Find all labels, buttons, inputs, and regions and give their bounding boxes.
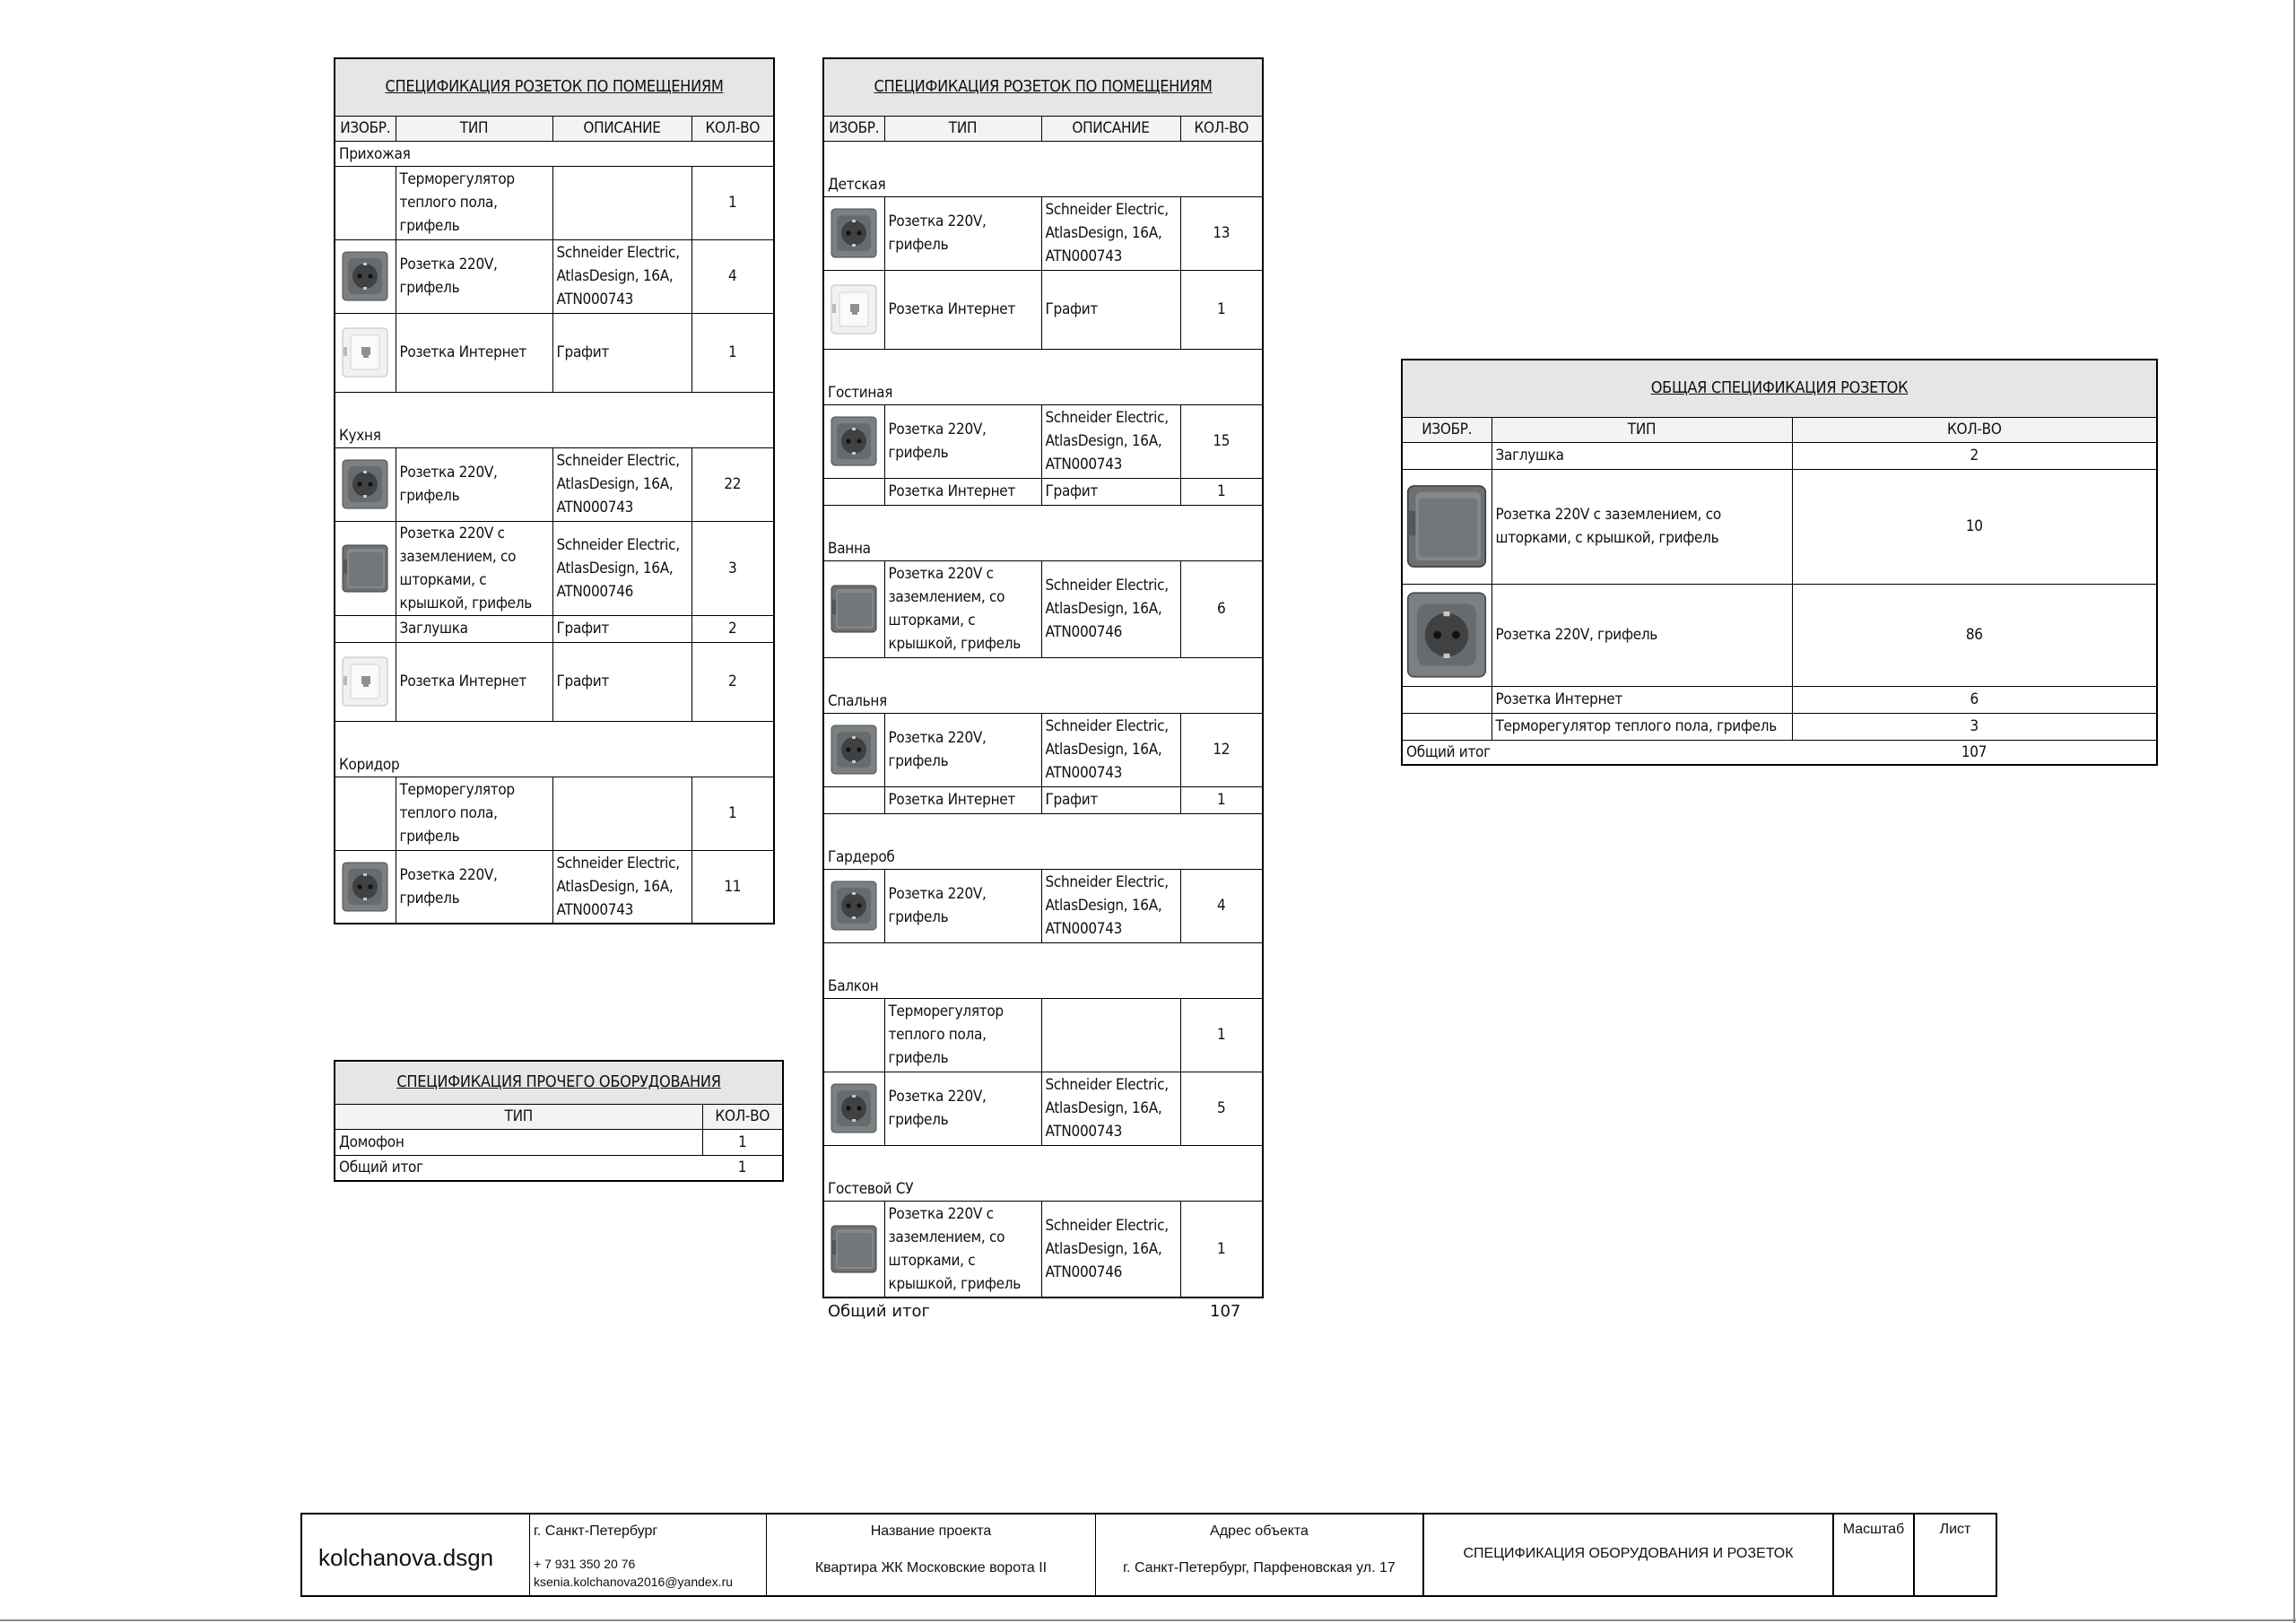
row-image-cell [335, 777, 396, 850]
outlet-icon [342, 459, 388, 509]
row-type: Розетка Интернет [884, 270, 1041, 349]
column-header-description: ОПИСАНИЕ [552, 116, 691, 141]
sheet-number-label: Лист [1939, 1522, 1971, 1537]
row-type: Розетка Интернет [1492, 686, 1792, 713]
total-label: Общий итог [1402, 740, 1792, 765]
phone-text: + 7 931 350 20 76 [534, 1557, 636, 1571]
table-row [823, 1072, 1263, 1145]
row-type: Розетка 220V с заземлением, со шторками, с крышкой, грифель [396, 521, 552, 615]
row-type: Розетка Интернет [884, 786, 1041, 813]
column-header-qty: КОЛ-ВО [1792, 417, 2157, 442]
address-label: Адрес объекта [1210, 1523, 1309, 1539]
column-header-description: ОПИСАНИЕ [1041, 116, 1180, 141]
room-group-label: Кухня [335, 392, 774, 447]
column-header-qty: КОЛ-ВО [691, 116, 774, 141]
row-qty: 5 [1180, 1072, 1263, 1145]
table-title: СПЕЦИФИКАЦИЯ РОЗЕТОК ПО ПОМЕЩЕНИЯМ [335, 58, 774, 116]
row-qty: 2 [1792, 442, 2157, 469]
column-header-image: ИЗОБР. [823, 116, 884, 141]
row-description: Графит [552, 642, 691, 721]
row-image-cell [335, 447, 396, 521]
table-row [335, 642, 774, 721]
row-qty: 1 [1180, 478, 1263, 505]
row-description: Schneider Electric, AtlasDesign, 16A, ATN000743 [1041, 1072, 1180, 1145]
row-image-cell [823, 404, 884, 478]
table-row [823, 196, 1263, 270]
row-type: Розетка 220V, грифель [884, 196, 1041, 270]
room-outlet-spec-table-2 [822, 57, 1264, 1298]
row-qty: 10 [1792, 469, 2157, 584]
row-qty: 1 [691, 166, 774, 239]
room-group-label: Гардероб [823, 813, 1263, 869]
column-header-image: ИЗОБР. [335, 116, 396, 141]
row-image-cell [1402, 686, 1492, 713]
row-image-cell [335, 313, 396, 392]
row-image-cell [335, 521, 396, 615]
outlet-icon [831, 725, 877, 775]
row-qty: 6 [1792, 686, 2157, 713]
table-row [823, 404, 1263, 478]
row-description: Schneider Electric, AtlasDesign, 16A, ATN000746 [1041, 560, 1180, 657]
row-description: Schneider Electric, AtlasDesign, 16A, ATN000746 [1041, 1201, 1180, 1298]
row-type: Розетка 220V, грифель [396, 239, 552, 313]
outlet-icon [831, 1083, 877, 1133]
email-text: ksenia.kolchanova2016@yandex.ru [534, 1575, 734, 1589]
row-description [1041, 998, 1180, 1072]
row-image-cell [823, 560, 884, 657]
row-image-cell [335, 850, 396, 924]
row-image-cell [823, 478, 884, 505]
row-description: Графит [552, 615, 691, 642]
other-equipment-spec-table [334, 1060, 784, 1182]
row-qty: 1 [691, 313, 774, 392]
row-type: Розетка 220V, грифель [884, 1072, 1041, 1145]
table-title: СПЕЦИФИКАЦИЯ РОЗЕТОК ПО ПОМЕЩЕНИЯМ [823, 58, 1263, 116]
row-type: Розетка 220V, грифель [884, 404, 1041, 478]
table-row [823, 270, 1263, 349]
row-type: Терморегулятор теплого пола, грифель [396, 777, 552, 850]
row-qty: 1 [1180, 786, 1263, 813]
room-group-label: Спальня [823, 657, 1263, 713]
table-row [823, 713, 1263, 786]
row-image-cell [823, 270, 884, 349]
row-type: Розетка 220V, грифель [396, 850, 552, 924]
column-header-type: ТИП [884, 116, 1041, 141]
row-qty: 3 [691, 521, 774, 615]
table-2-total-label: Общий итог [828, 1302, 930, 1321]
table-row [823, 869, 1263, 942]
row-description: Schneider Electric, AtlasDesign, 16A, ATN000743 [1041, 196, 1180, 270]
network-socket-icon [342, 327, 388, 378]
equipment-type: Домофон [335, 1129, 702, 1155]
row-type: Розетка Интернет [396, 642, 552, 721]
covered-outlet-icon [831, 1224, 877, 1274]
row-image-cell [335, 166, 396, 239]
column-header-qty: КОЛ-ВО [1180, 116, 1263, 141]
table-row [823, 560, 1263, 657]
row-description: Schneider Electric, AtlasDesign, 16A, ATN000743 [1041, 869, 1180, 942]
row-qty: 22 [691, 447, 774, 521]
room-group-label: Гостиная [823, 349, 1263, 404]
table-row [335, 313, 774, 392]
row-qty: 4 [691, 239, 774, 313]
title-block [300, 1513, 1997, 1597]
row-qty: 3 [1792, 713, 2157, 740]
row-qty: 2 [691, 642, 774, 721]
row-image-cell [823, 998, 884, 1072]
row-image-cell [1402, 469, 1492, 584]
row-type: Терморегулятор теплого пола, грифель [884, 998, 1041, 1072]
table-row [335, 166, 774, 239]
room-group-label: Прихожая [335, 141, 774, 166]
table-row [335, 777, 774, 850]
row-image-cell [823, 713, 884, 786]
room-group-label: Коридор [335, 721, 774, 777]
row-image-cell [823, 1072, 884, 1145]
covered-outlet-icon [831, 584, 877, 634]
row-qty: 1 [1180, 270, 1263, 349]
row-description [552, 777, 691, 850]
row-image-cell [1402, 584, 1492, 686]
table-row [823, 478, 1263, 505]
row-description: Графит [1041, 270, 1180, 349]
frame-right-border [2293, 0, 2295, 1623]
frame-bottom-border [0, 1619, 2296, 1621]
table-row [823, 998, 1263, 1072]
table-row [335, 850, 774, 924]
table-row [335, 447, 774, 521]
row-image-cell [823, 196, 884, 270]
scale-label: Масштаб [1842, 1522, 1905, 1537]
row-image-cell [335, 239, 396, 313]
outlet-icon [831, 881, 877, 931]
table-row [1402, 469, 2157, 584]
row-qty: 1 [691, 777, 774, 850]
row-image-cell [335, 642, 396, 721]
outlet-icon [831, 208, 877, 258]
row-description: Schneider Electric, AtlasDesign, 16A, ATN000743 [552, 850, 691, 924]
column-header-qty: КОЛ-ВО [702, 1104, 783, 1129]
row-type: Розетка 220V, грифель [884, 869, 1041, 942]
network-socket-icon [831, 284, 877, 334]
row-description: Schneider Electric, AtlasDesign, 16A, ATN000743 [1041, 713, 1180, 786]
outlet-icon [342, 862, 388, 912]
outlet-icon [1406, 590, 1487, 680]
row-type: Терморегулятор теплого пола, грифель [1492, 713, 1792, 740]
table-title: ОБЩАЯ СПЕЦИФИКАЦИЯ РОЗЕТОК [1402, 360, 2157, 417]
row-qty: 6 [1180, 560, 1263, 657]
room-group-label: Балкон [823, 942, 1263, 998]
column-header-type: ТИП [335, 1104, 702, 1129]
row-type: Терморегулятор теплого пола, грифель [396, 166, 552, 239]
row-description: Schneider Electric, AtlasDesign, 16A, ATN000743 [552, 239, 691, 313]
row-qty: 13 [1180, 196, 1263, 270]
row-description: Графит [552, 313, 691, 392]
row-qty: 1 [1180, 1201, 1263, 1298]
table-3-title: СПЕЦИФИКАЦИЯ ПРОЧЕГО ОБОРУДОВАНИЯ [335, 1061, 783, 1104]
row-qty: 2 [691, 615, 774, 642]
row-image-cell [823, 869, 884, 942]
row-image-cell [823, 786, 884, 813]
row-qty: 1 [1180, 998, 1263, 1072]
general-outlet-spec-table [1401, 359, 2158, 766]
row-type: Розетка 220V с заземлением, со шторками, с крышкой, грифель [884, 1201, 1041, 1298]
total-value: 107 [1792, 740, 2157, 765]
row-description: Schneider Electric, AtlasDesign, 16A, ATN000746 [552, 521, 691, 615]
outlet-icon [342, 251, 388, 301]
total-value: 1 [702, 1155, 783, 1181]
table-2-total-value: 107 [1210, 1302, 1241, 1321]
row-image-cell [823, 1201, 884, 1298]
column-header-type: ТИП [1492, 417, 1792, 442]
room-outlet-spec-table-1 [334, 57, 775, 924]
room-group-label: Гостевой СУ [823, 1145, 1263, 1201]
row-qty: 15 [1180, 404, 1263, 478]
covered-outlet-icon [1406, 482, 1487, 571]
row-type: Розетка 220V с заземлением, со шторками, с крышкой, грифель [884, 560, 1041, 657]
room-group-label: Ванна [823, 505, 1263, 560]
row-type: Розетка Интернет [884, 478, 1041, 505]
project-name: Квартира ЖК Московские ворота II [814, 1560, 1048, 1575]
row-description: Schneider Electric, AtlasDesign, 16A, ATN000743 [552, 447, 691, 521]
row-type: Розетка 220V с заземлением, со шторками, с крышкой, грифель [1492, 469, 1792, 584]
row-type: Розетка 220V, грифель [1492, 584, 1792, 686]
row-description: Графит [1041, 786, 1180, 813]
equipment-qty: 1 [702, 1129, 783, 1155]
network-socket-icon [342, 656, 388, 707]
column-header-type: ТИП [396, 116, 552, 141]
table-row [1402, 713, 2157, 740]
row-description: Графит [1041, 478, 1180, 505]
row-image-cell [1402, 713, 1492, 740]
row-type: Розетка 220V, грифель [396, 447, 552, 521]
row-qty: 11 [691, 850, 774, 924]
row-type: Заглушка [1492, 442, 1792, 469]
table-row [335, 239, 774, 313]
row-qty: 86 [1792, 584, 2157, 686]
address-value: г. Санкт-Петербург, Парфеновская ул. 17 [1123, 1560, 1396, 1575]
sheet-title: СПЕЦИФИКАЦИЯ ОБОРУДОВАНИЯ И РОЗЕТОК [1463, 1546, 1794, 1561]
outlet-icon [831, 416, 877, 466]
table-row [823, 786, 1263, 813]
row-description [552, 166, 691, 239]
table-row [1402, 442, 2157, 469]
row-type: Заглушка [396, 615, 552, 642]
table-row [1402, 584, 2157, 686]
row-qty: 4 [1180, 869, 1263, 942]
table-row [823, 1201, 1263, 1298]
covered-outlet-icon [342, 543, 388, 594]
row-image-cell [1402, 442, 1492, 469]
total-label: Общий итог [335, 1155, 702, 1181]
row-image-cell [335, 615, 396, 642]
row-description: Schneider Electric, AtlasDesign, 16A, ATN000743 [1041, 404, 1180, 478]
brand-name: kolchanova.dsgn [318, 1544, 494, 1571]
row-qty: 12 [1180, 713, 1263, 786]
room-group-label: Детская [823, 141, 1263, 196]
project-label: Название проекта [870, 1523, 992, 1539]
city-text: г. Санкт-Петербург [534, 1523, 658, 1539]
column-header-image: ИЗОБР. [1402, 417, 1492, 442]
table-row [335, 615, 774, 642]
row-type: Розетка Интернет [396, 313, 552, 392]
table-row [335, 521, 774, 615]
row-type: Розетка 220V, грифель [884, 713, 1041, 786]
table-row [1402, 686, 2157, 713]
